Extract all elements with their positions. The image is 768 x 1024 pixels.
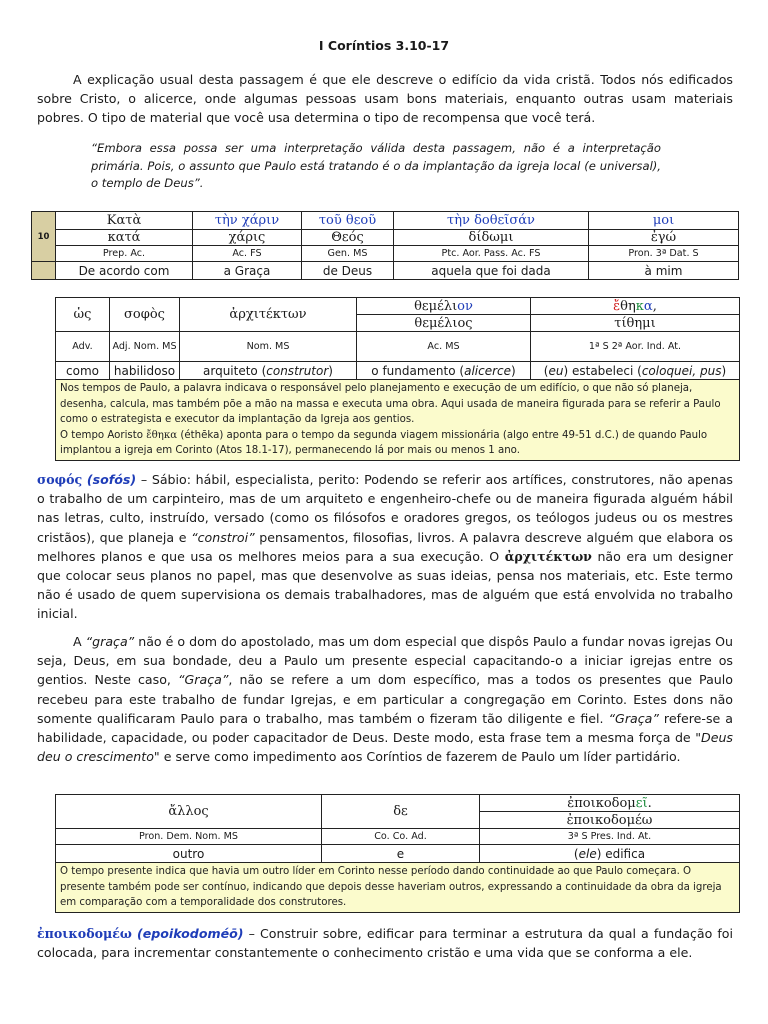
verse-number-spacer bbox=[32, 262, 56, 280]
greek-word: τοῦ θεοῦ bbox=[302, 212, 394, 230]
greek-word: δε bbox=[322, 795, 480, 829]
parsing-cell: Adj. Nom. MS bbox=[110, 332, 180, 362]
greek-heading: σοφός bbox=[37, 472, 83, 487]
commentary-note: O tempo presente indica que havia um outro líder em Corinto nesse período dando continuidade ao que Paulo começara. O presente também pode ser contínuo, indicando que depois desse haveriam outros, expressando a continuidade da obra da igreja em comparação com a temporalidade dos construtores. bbox=[56, 863, 740, 913]
greek-lemma: τίθημι bbox=[531, 315, 740, 332]
translation-cell: (ele) edifica bbox=[480, 845, 740, 863]
interlinear-table-verse-10 bbox=[31, 211, 739, 280]
translation-cell: outro bbox=[56, 845, 322, 863]
greek-word: ἔθηκα, bbox=[531, 298, 740, 315]
parsing-cell: Co. Co. Ad. bbox=[322, 829, 480, 845]
greek-lemma: Θεός bbox=[302, 230, 394, 246]
transliteration: (sofós) bbox=[86, 472, 137, 487]
greek-word: μοι bbox=[589, 212, 739, 230]
parsing-cell: Adv. bbox=[56, 332, 110, 362]
translation-cell: aquela que foi dada bbox=[394, 262, 589, 280]
translation-cell: o fundamento (alicerce) bbox=[357, 362, 531, 380]
graca-paragraph: A “graça” não é o dom do apostolado, mas um dom especial que dispôs Paulo a fundar novas igrejas Ou seja, Deus, em sua bondade, deu a Paulo um presente especial capacitando-o a iniciar igrejas entre os gentios. Neste caso, “Graça”, não se refere a um dom específico, mas a todos os presentes que Paulo recebeu para este trabalho de fundar Igrejas, e em particular a congregação em Corinto. Estes dons não somente qualificaram Paulo para o trabalho, mas também o fizeram tão diligente e fiel. “Graça” refere-se a habilidade, capacidade, ou poder capacitador de Deus. Deste modo, esta frase tem a mesma força de "Deus deu o crescimento" e serve como impedimento aos Coríntios de fazerem de Paulo um líder partidário. bbox=[37, 634, 733, 765]
parsing-cell: Ac. FS bbox=[193, 246, 302, 262]
note-paragraph: Nos tempos de Paulo, a palavra indicava o responsável pelo planejamento e execução de um edifício, o que não só planeja, desenha, calcula, mas também põe a mão na massa e executa uma obra. Aqui usada de maneira figurada para se referir a Paulo como o estrategista e executor da implantação da Igreja aos gentios. bbox=[60, 383, 721, 426]
parsing-cell: Ac. MS bbox=[357, 332, 531, 362]
greek-word: Κατὰ bbox=[56, 212, 193, 230]
greek-lemma: ἐγώ bbox=[589, 230, 739, 246]
greek-lemma: χάρις bbox=[193, 230, 302, 246]
greek-word: σοφὸς bbox=[110, 298, 180, 332]
intro-paragraph: A explicação usual desta passagem é que ele descreve o edifício da vida cristã. Todos nós edificados sobre Cristo, o alicerce, onde algumas pessoas usam bons materiais, enquanto outras usam materiais pobres. O tipo de material que você usa determina o tipo de recompensa que você terá. bbox=[37, 72, 733, 126]
translation-cell: De acordo com bbox=[56, 262, 193, 280]
note-paragraph: O tempo Aoristo ἔθηκα (éthēka) aponta para o tempo da segunda viagem missionária (algo entre 49-51 d.C.) de quando Paulo implantou a igreja em Corinto (Atos 18.1-17), permanecendo lá por mais ou menos 1 ano. bbox=[60, 429, 708, 457]
parsing-cell: Nom. MS bbox=[180, 332, 357, 362]
parsing-cell: Pron. Dem. Nom. MS bbox=[56, 829, 322, 845]
translation-cell: de Deus bbox=[302, 262, 394, 280]
interlinear-table-3 bbox=[55, 794, 740, 913]
interlinear-table-2 bbox=[55, 297, 740, 461]
verse-number: 10 bbox=[32, 212, 56, 262]
epoikodomeo-paragraph: ἐποικοδομέω (epoikodoméō) – Construir sobre, edificar para terminar a estrutura da qual a fundação foi colocada, para incrementar constantemente o conhecimento cristão e uma vida que se conforma a ele. bbox=[37, 926, 733, 961]
parsing-cell: 1ª S 2ª Aor. Ind. At. bbox=[531, 332, 740, 362]
parsing-cell: 3ª S Pres. Ind. At. bbox=[480, 829, 740, 845]
greek-word: τὴν δοθεῖσάν bbox=[394, 212, 589, 230]
quote-paragraph: “Embora essa possa ser uma interpretação válida desta passagem, não é a interpretação primária. Pois, o assunto que Paulo está tratando é o da implantação da igreja local (e universal), o templo de Deus”. bbox=[91, 141, 661, 191]
greek-word: ἀρχιτέκτων bbox=[180, 298, 357, 332]
greek-lemma: θεμέλιος bbox=[357, 315, 531, 332]
parsing-cell: Prep. Ac. bbox=[56, 246, 193, 262]
greek-lemma: κατά bbox=[56, 230, 193, 246]
translation-cell: a Graça bbox=[193, 262, 302, 280]
greek-word: τὴν χάριν bbox=[193, 212, 302, 230]
commentary-note bbox=[56, 380, 740, 461]
page-title: I Coríntios 3.10-17 bbox=[318, 38, 450, 53]
translation-cell: à mim bbox=[589, 262, 739, 280]
greek-word: ὡς bbox=[56, 298, 110, 332]
parsing-cell: Pron. 3ª Dat. S bbox=[589, 246, 739, 262]
greek-heading: ἐποικοδομέω bbox=[37, 926, 132, 941]
greek-lemma: δίδωμι bbox=[394, 230, 589, 246]
greek-word: ἐποικοδομεῖ. bbox=[480, 795, 740, 812]
sofos-paragraph: σοφός (sofós) – Sábio: hábil, especialista, perito: Podendo se referir aos artífices, construtores, não apenas o trabalho de um carpinteiro, mas de um arquiteto e engenheiro-chefe ou de maneira figurada alguém hábil nas letras, culto, instruído, versado (como os filósofos e oradores gregos, os teólogos judeus ou os mestres cristãos), que planeja e “constroi” pensamentos, filosofias, livros. A palavra descreve alguém que elabora os melhores planos e que usa os melhores meios para a sua execução. O ἀρχιτέκτων não era um designer que colocar seus planos no papel, mas que desenvolve as suas ideias, pensa nos materiais, etc. Este termo não é usado de quem supervisiona os demais trabalhadores, mas de alguém que está envolvida no trabalho inicial. bbox=[37, 472, 734, 622]
translation-cell: como bbox=[56, 362, 110, 380]
transliteration: (epoikodoméō) bbox=[136, 926, 244, 941]
greek-word: θεμέλιον bbox=[357, 298, 531, 315]
greek-word: ἄλλος bbox=[56, 795, 322, 829]
translation-cell: (eu) estabeleci (coloquei, pus) bbox=[531, 362, 740, 380]
parsing-cell: Gen. MS bbox=[302, 246, 394, 262]
parsing-cell: Ptc. Aor. Pass. Ac. FS bbox=[394, 246, 589, 262]
greek-lemma: ἐποικοδομέω bbox=[480, 812, 740, 829]
translation-cell: arquiteto (construtor) bbox=[180, 362, 357, 380]
translation-cell: e bbox=[322, 845, 480, 863]
translation-cell: habilidoso bbox=[110, 362, 180, 380]
